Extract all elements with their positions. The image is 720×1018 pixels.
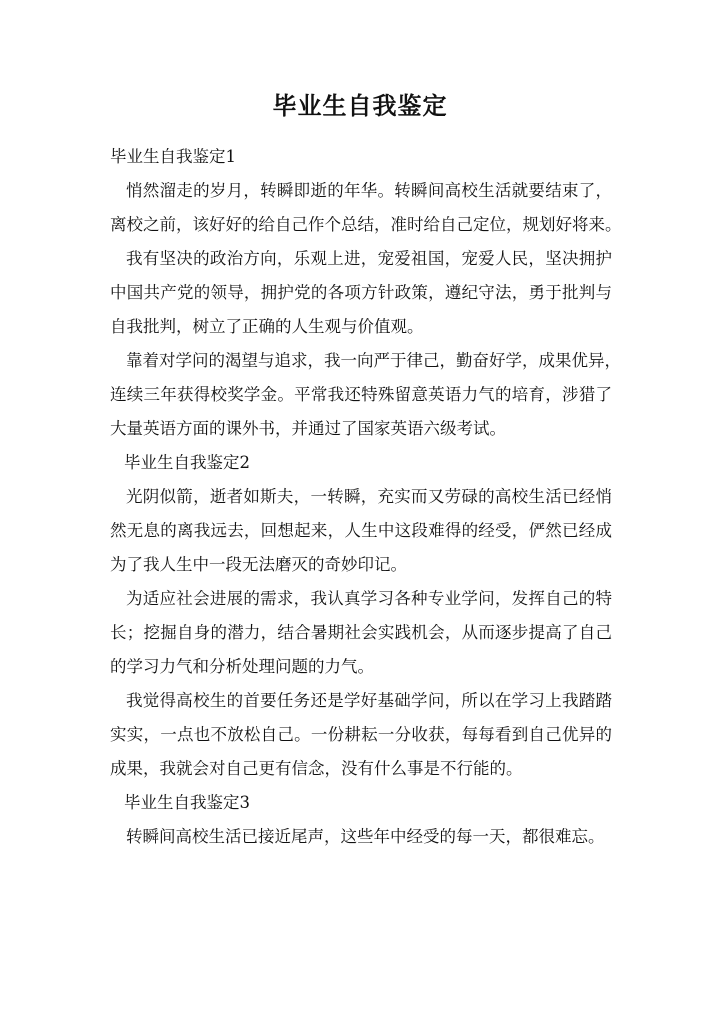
text-line: 靠着对学问的渴望与追求，我一向严于律己，勤奋好学，成果优异， <box>126 351 621 370</box>
paragraph <box>110 820 612 854</box>
text-line: 实实，一点也不放松自己。一份耕耘一分收获，每每看到自己优异的 <box>110 725 612 744</box>
text-line: 成果，我就会对自己更有信念，没有什么事是不行能的。 <box>110 759 523 778</box>
text-line: 悄然溜走的岁月，转瞬即逝的年华。转瞬间高校生活就要结束了， <box>126 181 612 200</box>
text-line: 离校之前，该好好的给自己作个总结，准时给自己定位，规划好将来。 <box>110 215 622 234</box>
text-line: 长；挖掘自身的潜力，结合暑期社会实践机会，从而逐步提高了自己 <box>110 623 612 642</box>
paragraph <box>110 684 612 786</box>
paragraph <box>110 582 612 684</box>
text-line: 中国共产党的领导，拥护党的各项方针政策，遵纪守法，勇于批判与 <box>110 283 612 302</box>
text-line: 转瞬间高校生活已接近尾声，这些年中经受的每一天，都很难忘。 <box>126 827 605 846</box>
text-line: 然无息的离我远去，回想起来，人生中这段难得的经受，俨然已经成 <box>110 521 612 540</box>
document-title: 毕业生自我鉴定 <box>272 91 448 120</box>
text-line: 我觉得高校生的首要任务还是学好基础学问，所以在学习上我踏踏 <box>126 691 612 710</box>
text-line: 为了我人生中一段无法磨灭的奇妙印记。 <box>110 555 407 574</box>
paragraph <box>110 480 612 582</box>
section-heading-3: 毕业生自我鉴定3 <box>124 793 250 812</box>
document-body <box>110 140 622 854</box>
section-heading-2: 毕业生自我鉴定2 <box>124 453 250 472</box>
paragraph <box>110 344 621 446</box>
text-line: 的学习力气和分析处理问题的力气。 <box>110 657 374 676</box>
text-line: 大量英语方面的课外书，并通过了国家英语六级考试。 <box>110 419 506 438</box>
section-heading-1: 毕业生自我鉴定1 <box>110 147 236 166</box>
text-line: 为适应社会进展的需求，我认真学习各种专业学问，发挥自己的特 <box>126 589 612 608</box>
text-line: 连续三年获得校奖学金。平常我还特殊留意英语力气的培育，涉猎了 <box>110 385 612 404</box>
text-line: 光阴似箭，逝者如斯夫，一转瞬，充实而又劳碌的高校生活已经悄 <box>126 487 612 506</box>
paragraph <box>110 174 622 242</box>
text-line: 我有坚决的政治方向，乐观上进，宠爱祖国，宠爱人民，坚决拥护 <box>126 249 612 268</box>
text-line: 自我批判，树立了正确的人生观与价值观。 <box>110 317 424 336</box>
paragraph <box>110 242 612 344</box>
